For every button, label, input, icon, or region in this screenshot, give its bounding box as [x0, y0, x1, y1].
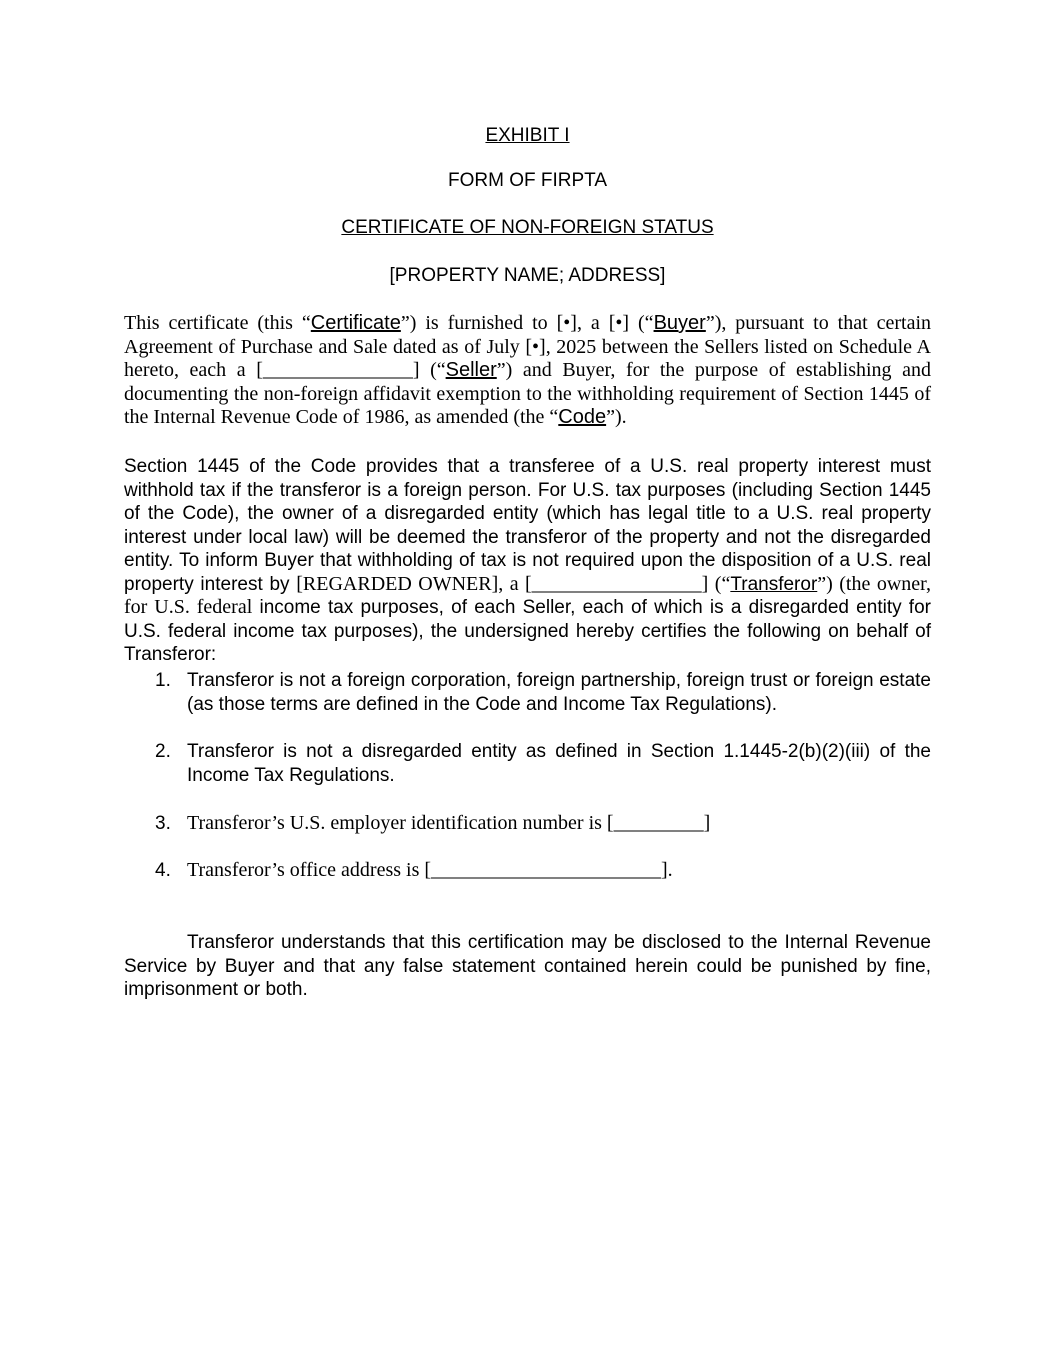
- term-certificate: Certificate: [310, 312, 401, 334]
- term-code: Code: [558, 406, 607, 428]
- section-text-3: ”) (the owner, for U.S. federal: [124, 572, 931, 618]
- certificate-title: CERTIFICATE OF NON-FOREIGN STATUS: [341, 217, 714, 238]
- intro-paragraph: [124, 312, 931, 430]
- term-transferor: Transferor: [730, 573, 818, 595]
- list-item-text: Transferor is not a foreign corporation, foreign partnership, foreign trust or foreign estate (as those terms are defined in the Code and Income Tax Regulations).: [187, 670, 931, 715]
- form-title: FORM OF FIRPTA: [447, 170, 608, 191]
- list-item-text: Transferor’s U.S. employer identification number is [_________]: [187, 812, 711, 834]
- list-item-number: 4.: [155, 860, 171, 881]
- list-item-number: 3.: [155, 813, 171, 834]
- section-text-4: income tax purposes, of each Seller, each of which is a disregarded entity for U.S. federal income tax purposes), the undersigned hereby certifies the following on behalf of Transferor:: [124, 597, 931, 665]
- list-item-text: Transferor’s office address is [_______________________].: [187, 859, 673, 881]
- intro-text-1: This certificate (this “: [124, 312, 311, 334]
- property-placeholder: [PROPERTY NAME; ADDRESS]: [389, 265, 666, 286]
- closing-paragraph: Transferor understands that this certification may be disclosed to the Internal Revenue Service by Buyer and that any false statement contained herein could be punished by fine, imprisonment or both.: [124, 932, 931, 1000]
- term-buyer: Buyer: [653, 312, 706, 334]
- section-1445-paragraph: [124, 455, 931, 667]
- term-seller: Seller: [445, 359, 497, 381]
- section-text-1: Section 1445 of the Code provides that a transferee of a U.S. real property interest must withhold tax if the transferor is a foreign person. For U.S. tax purposes (including Section 1445 of the Code), the owner of a disregarded entity (which has legal title to a U.S. real property interest under local law) will be deemed the transferor of the property and not the disregarded entity. To inform Buyer that withholding of tax is not required upon the disposition of a U.S. real property interest by: [124, 456, 931, 595]
- exhibit-title: EXHIBIT I: [485, 125, 570, 146]
- intro-text-3: ”), pursuant to that certain Agreement of Purchase and Sale dated as of July [•], 2025 between the Sellers listed on Schedule A hereto, each a [_______________] (“: [124, 312, 932, 381]
- list-item-number: 2.: [155, 741, 171, 762]
- intro-text-4: ”) and Buyer, for the purpose of establishing and documenting the non-foreign affidavit exemption to the withholding requirement of Section 1445 of the Internal Revenue Code of 1986, as amended (the “: [124, 359, 931, 428]
- list-item-number: 1.: [155, 670, 171, 691]
- list-item-text: Transferor is not a disregarded entity as defined in Section 1.1445-2(b)(2)(iii) of the Income Tax Regulations.: [187, 741, 931, 786]
- intro-text-2: ”) is furnished to [•], a [•] (“: [400, 312, 654, 334]
- section-text-2: [REGARDED OWNER], a [_________________] (“: [296, 572, 731, 595]
- intro-text-5: ”).: [606, 406, 627, 428]
